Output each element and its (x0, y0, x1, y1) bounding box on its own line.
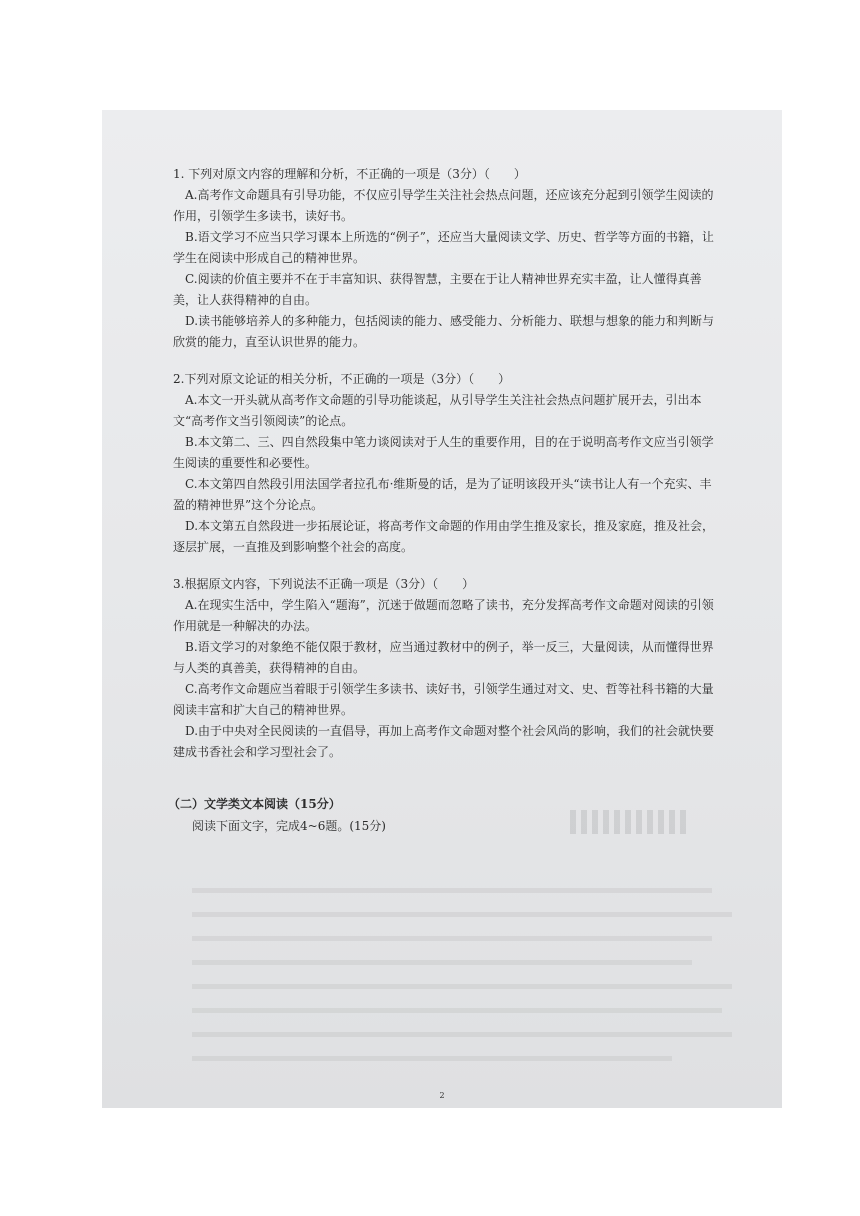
question-2 (173, 369, 721, 558)
scanned-page (102, 110, 782, 1108)
option-a: A.高考作文命题具有引导功能，不仅应引导学生关注社会热点问题，还应该充分起到引领学生阅读的作用，引领学生多读书，读好书。 (173, 188, 714, 223)
question-3 (173, 574, 721, 763)
option-b: B.本文第二、三、四自然段集中笔力谈阅读对于人生的重要作用，目的在于说明高考作文应当引领学生阅读的重要性和必要性。 (173, 435, 714, 470)
option-d: D.由于中央对全民阅读的一直倡导，再加上高考作文命题对整个社会风尚的影响，我们的社会就快要建成书香社会和学习型社会了。 (173, 724, 715, 759)
option-b: B.语文学习的对象绝不能仅限于教材，应当通过教材中的例子，举一反三，大量阅读，从而懂得世界与人类的真善美，获得精神的自由。 (173, 640, 714, 675)
option-a: A.本文一开头就从高考作文命题的引导功能谈起，从引导学生关注社会热点问题扩展开去，引出本文“高考作文当引领阅读”的论点。 (173, 393, 702, 428)
question-1 (173, 164, 721, 353)
option-a: A.在现实生活中，学生陷入“题海”，沉迷于做题而忽略了读书，充分发挥高考作文命题对阅读的引领作用就是一种解决的办法。 (173, 598, 714, 633)
option-c: C.本文第四自然段引用法国学者拉孔布·维斯曼的话，是为了证明该段开头“读书让人有一个充实、丰盈的精神世界”这个分论点。 (173, 477, 712, 512)
option-c: C.高考作文命题应当着眼于引领学生多读书、读好书，引领学生通过对文、史、哲等社科书籍的大量阅读丰富和扩大自己的精神世界。 (173, 682, 714, 717)
question-stem: 1. 下列对原文内容的理解和分析，不正确的一项是（3分）（ ） (173, 167, 526, 181)
option-d: D.读书能够培养人的多种能力，包括阅读的能力、感受能力、分析能力、联想与想象的能力和判断与欣赏的能力，直至认识世界的能力。 (173, 314, 715, 349)
section-heading: （二）文学类文本阅读（15分） (168, 797, 341, 811)
question-stem: 2.下列对原文论证的相关分析，不正确的一项是（3分）（ ） (173, 372, 511, 386)
section-intro: 阅读下面文字，完成4~6题。(15分) (192, 819, 386, 833)
page-number: 2 (439, 1091, 445, 1100)
option-b: B.语文学习不应当只学习课本上所选的“例子”，还应当大量阅读文学、历史、哲学等方面的书籍，让学生在阅读中形成自己的精神世界。 (173, 230, 714, 265)
question-stem: 3.根据原文内容，下列说法不正确一项是（3分）（ ） (173, 577, 475, 591)
option-d: D.本文第五自然段进一步拓展论证，将高考作文命题的作用由学生推及家长，推及家庭，推及社会，逐层扩展，一直推及到影响整个社会的高度。 (173, 519, 715, 554)
page-content (168, 164, 721, 837)
option-c: C.阅读的价值主要并不在于丰富知识、获得智慧，主要在于让人精神世界充实丰盈，让人懂得真善美，让人获得精神的自由。 (173, 272, 702, 307)
